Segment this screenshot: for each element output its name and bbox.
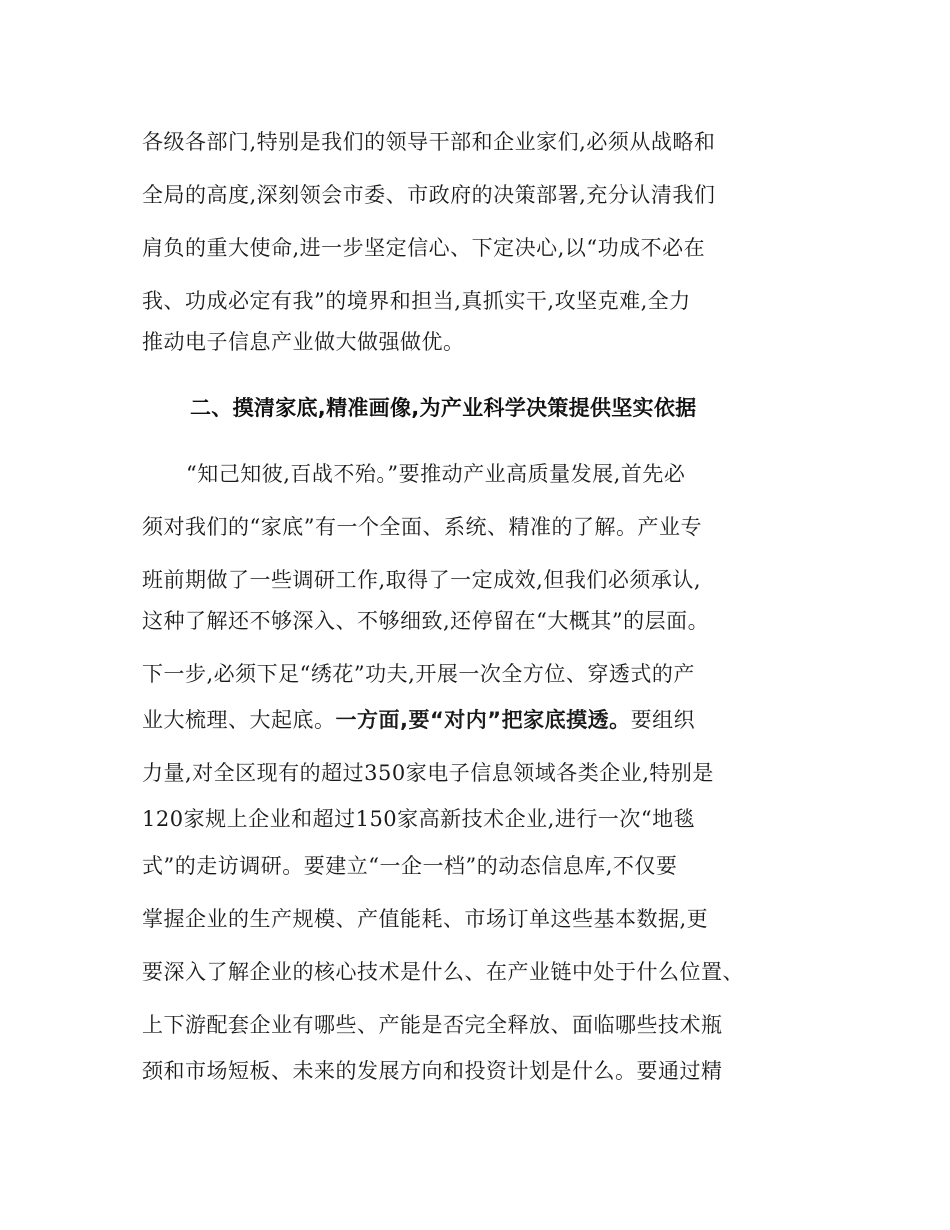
paragraph2-line-5: 下一步,必须下足“绣花”功夫,开展一次全方位、穿透式的产 [142,662,695,686]
paragraph2-line-1: “知己知彼,百战不殆。”要推动产业高质量发展,首先必 [186,462,686,486]
paragraph1-line-4: 我、功成必定有我”的境界和担当,真抓实干,攻坚克难,全力 [142,289,691,313]
paragraph1-line-2: 全局的高度,深刻领会市委、市政府的决策部署,充分认清我们 [142,183,716,207]
paragraph2-line-6 [142,707,695,733]
paragraph1-line-1: 各级各部门,特别是我们的领导干部和企业家们,必须从战略和 [142,130,716,154]
line6-normal-start: 业大梳理、大起底。 [142,708,336,732]
paragraph2-line-4: 这种了解还不够深入、不够细致,还停留在“大概其”的层面。 [142,609,710,633]
paragraph2-line-2: 须对我们的“家底”有一个全面、系统、精准的了解。产业专 [142,515,702,539]
paragraph2-line-10: 掌握企业的生产规模、产值能耗、市场订单这些基本数据,更 [142,907,709,931]
line6-normal-end: 要组织 [630,708,696,732]
paragraph2-line-7: 力量,对全区现有的超过350家电子信息领域各类企业,特别是 [142,761,714,785]
paragraph2-line-9: 式”的走访调研。要建立“一企一档”的动态信息库,不仅要 [142,854,678,878]
line6-bold-emphasis: 一方面,要“对内”把家底摸透。 [335,708,631,732]
paragraph2-line-8: 120家规上企业和超过150家高新技术企业,进行一次“地毯 [142,807,696,831]
paragraph2-line-3: 班前期做了一些调研工作,取得了一定成效,但我们必须承认, [142,568,702,592]
paragraph2-line-12: 上下游配套企业有哪些、产能是否完全释放、面临哪些技术瓶 [142,1013,723,1037]
paragraph1-line-5: 推动电子信息产业做大做强做优。 [142,330,465,354]
paragraph2-line-11: 要深入了解企业的核心技术是什么、在产业链中处于什么位置、 [142,960,744,984]
paragraph2-line-13: 颈和市场短板、未来的发展方向和投资计划是什么。要通过精 [142,1059,723,1083]
section-heading: 二、摸清家底,精准画像,为产业科学决策提供坚实依据 [190,396,697,420]
paragraph1-line-3: 肩负的重大使命,进一步坚定信心、下定决心,以“功成不必在 [142,236,706,260]
